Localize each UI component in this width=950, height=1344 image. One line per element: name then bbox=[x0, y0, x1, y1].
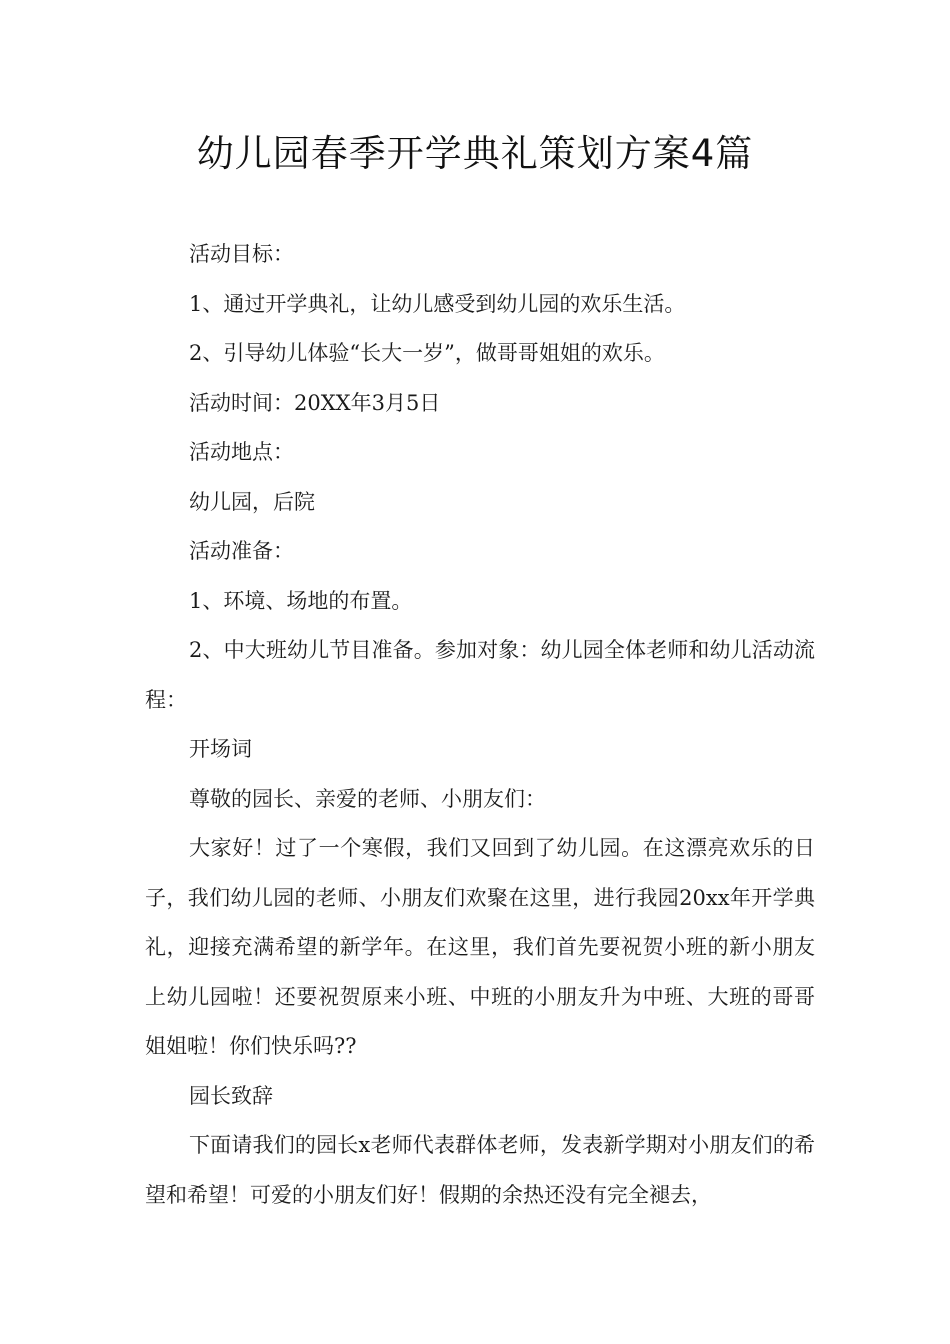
paragraph-opening-heading: 开场词 bbox=[189, 737, 252, 761]
paragraph-greeting: 尊敬的园长、亲爱的老师、小朋友们： bbox=[189, 786, 546, 811]
paragraph-opening-speech: 大家好！过了一个寒假，我们又回到了幼儿园。在这漂亮欢乐的日子，我们幼儿园的老师、小朋友们欢聚在这里，进行我园20xx年开学典礼，迎接充满希望的新学年。在这里，我们首先要祝贺小班的新小朋友上幼儿园啦！还要祝贺原来小班、中班的小朋友升为中班、大班的哥哥姐姐啦！你们快乐吗?? bbox=[145, 836, 815, 1058]
document-title: 幼儿园春季开学典礼策划方案4篇 bbox=[196, 132, 754, 175]
document-body bbox=[145, 230, 815, 1220]
paragraph-principal-speech: 下面请我们的园长x老师代表群体老师，发表新学期对小朋友们的希望和希望！可爱的小朋友们好！假期的余热还没有完全褪去， bbox=[145, 1133, 815, 1207]
paragraph-prep-1: 1、环境、场地的布置。 bbox=[189, 588, 413, 613]
paragraph-activity-place-heading: 活动地点： bbox=[189, 440, 294, 464]
paragraph-goal-2: 2、引导幼儿体验“长大一岁”，做哥哥姐姐的欢乐。 bbox=[189, 341, 665, 365]
paragraph-goal-1: 1、通过开学典礼，让幼儿感受到幼儿园的欢乐生活。 bbox=[189, 291, 686, 316]
paragraph-prep-2: 2、中大班幼儿节目准备。参加对象：幼儿园全体老师和幼儿活动流程： bbox=[145, 638, 815, 712]
paragraph-activity-goal-heading: 活动目标： bbox=[189, 242, 294, 266]
paragraph-activity-prep-heading: 活动准备： bbox=[189, 539, 294, 563]
paragraph-principal-heading: 园长致辞 bbox=[189, 1083, 273, 1108]
paragraph-activity-place: 幼儿园，后院 bbox=[189, 489, 315, 514]
paragraph-activity-time: 活动时间：20XX年3月5日 bbox=[189, 390, 441, 415]
